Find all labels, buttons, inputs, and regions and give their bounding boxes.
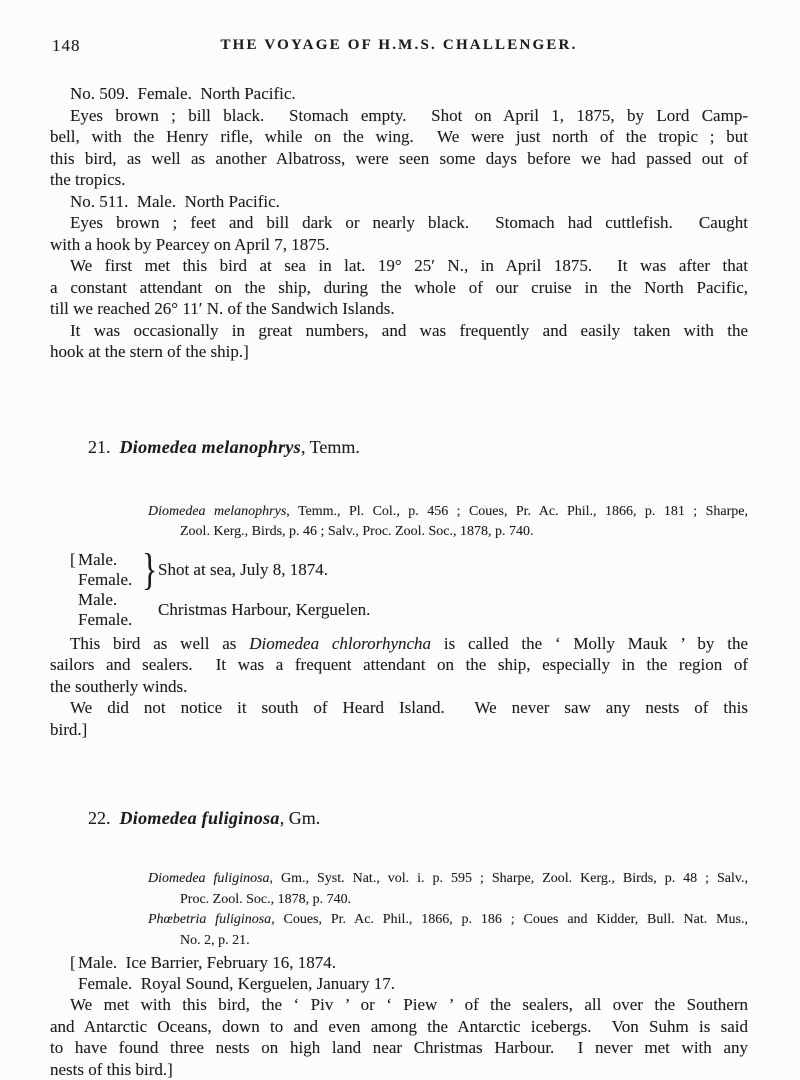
species-authority: , Temm. (301, 437, 360, 457)
citation-line: Proc. Zool. Soc., 1878, p. 740. (180, 890, 748, 911)
entry-number: 21. (88, 437, 120, 457)
entry-22-commentary (50, 994, 748, 1080)
specimen-note: Christmas Harbour, Kerguelen. (158, 600, 370, 620)
text-line: It was occasionally in great numbers, and was frequently and easily taken with the (50, 320, 748, 342)
text-line: Eyes brown ; feet and bill dark or nearly black. Stomach had cuttlefish. Caught (50, 212, 748, 234)
text-line: sailors and sealers. It was a frequent attendant on the ship, especially in the region of (50, 654, 748, 676)
text-line: with a hook by Pearcey on April 7, 1875. (50, 234, 748, 256)
species-name-italic: Diomedea fuliginosa (120, 808, 280, 828)
running-title: THE VOYAGE OF H.M.S. CHALLENGER. (220, 37, 577, 54)
text-line: the tropics. (50, 169, 748, 191)
text-line: This bird as well as Diomedea chlororhyncha is called the ‘ Molly Mauk ’ by the (50, 633, 748, 655)
sex-label-male: Male. (78, 590, 140, 610)
text-line: till we reached 26° 11′ N. of the Sandwich Islands. (50, 298, 748, 320)
text-line: to have found three nests on high land near Christmas Harbour. I never met with any (50, 1037, 748, 1059)
opening-bracket: [ (70, 550, 78, 570)
synonymy-citations-21 (50, 502, 748, 543)
sex-label-female: Female. (78, 610, 140, 630)
opening-bracket: [ (70, 952, 78, 973)
specimen-group-shot-at-sea (70, 550, 748, 590)
text-line: We did not notice it south of Heard Island. We never saw any nests of this (50, 697, 748, 719)
text-line: the southerly winds. (50, 676, 748, 698)
citation-line: Diomedea fuliginosa, Gm., Syst. Nat., vol. i. p. 595 ; Sharpe, Zool. Kerg., Birds, p. 48 ; Salv., (148, 869, 748, 890)
synonymy-citations-22 (50, 869, 748, 951)
text-line: bell, with the Henry rifle, while on the wing. We were just north of the tropic ; but (50, 126, 748, 148)
citation-line: Zool. Kerg., Birds, p. 46 ; Salv., Proc. Zool. Soc., 1878, p. 740. (180, 522, 748, 543)
species-heading-21 (70, 408, 748, 486)
cited-species-italic: Diomedea melanophrys (148, 504, 286, 519)
text-line: hook at the stern of the ship.] (50, 341, 748, 363)
text-line: a constant attendant on the ship, during the whole of our cruise in the North Pacific, (50, 277, 748, 299)
text-line: We met with this bird, the ‘ Piv ’ or ‘ Piew ’ of the sealers, all over the Southern (50, 994, 748, 1016)
specimen-line-male: [ Male. Ice Barrier, February 16, 1874. (78, 952, 748, 973)
page-header (50, 36, 748, 54)
specimen-509-heading: No. 509. Female. North Pacific. (50, 83, 748, 105)
sex-label-male: [ Male. (78, 550, 140, 570)
specimen-line-female: Female. Royal Sound, Kerguelen, January 17. (78, 973, 748, 994)
text-line: nests of this bird.] (50, 1059, 748, 1080)
cited-species-italic: Diomedea fuliginosa (148, 871, 270, 886)
cited-species-italic: Phœbetria fuliginosa (148, 912, 271, 927)
field-notes-block (50, 83, 748, 363)
text-line: and Antarctic Oceans, down to and even among the Antarctic icebergs. Von Suhm is said (50, 1016, 748, 1038)
specimen-511-heading: No. 511. Male. North Pacific. (50, 191, 748, 213)
text-line: Eyes brown ; bill black. Stomach empty. Shot on April 1, 1875, by Lord Camp- (50, 105, 748, 127)
sex-label-female: Female. (78, 570, 140, 590)
citation-line: Phœbetria fuliginosa, Coues, Pr. Ac. Phil., 1866, p. 186 ; Coues and Kidder, Bull. Nat. Mus., (148, 910, 748, 931)
page-number: 148 (52, 36, 81, 56)
citation-line: No. 2, p. 21. (180, 931, 748, 952)
citation-line: Diomedea melanophrys, Temm., Pl. Col., p. 456 ; Coues, Pr. Ac. Phil., 1866, p. 181 ; Sharpe, (148, 502, 748, 523)
specimen-records-22 (70, 952, 748, 994)
species-heading-22 (70, 779, 748, 857)
text-line: We first met this bird at sea in lat. 19° 25′ N., in April 1875. It was after that (50, 255, 748, 277)
entry-number: 22. (88, 808, 120, 828)
grouping-brace: } (142, 550, 152, 590)
text-line: bird.] (50, 719, 748, 741)
species-authority: , Gm. (280, 808, 321, 828)
text-line: this bird, as well as another Albatross, were seen some days before we had passed out of (50, 148, 748, 170)
species-name-italic: Diomedea chlororhyncha (249, 634, 431, 653)
specimen-note: Shot at sea, July 8, 1874. (158, 560, 328, 580)
species-name-italic: Diomedea melanophrys (120, 437, 302, 457)
specimen-group-christmas-harbour (70, 590, 748, 630)
specimen-records-21 (70, 550, 748, 630)
entry-21-commentary (50, 633, 748, 741)
